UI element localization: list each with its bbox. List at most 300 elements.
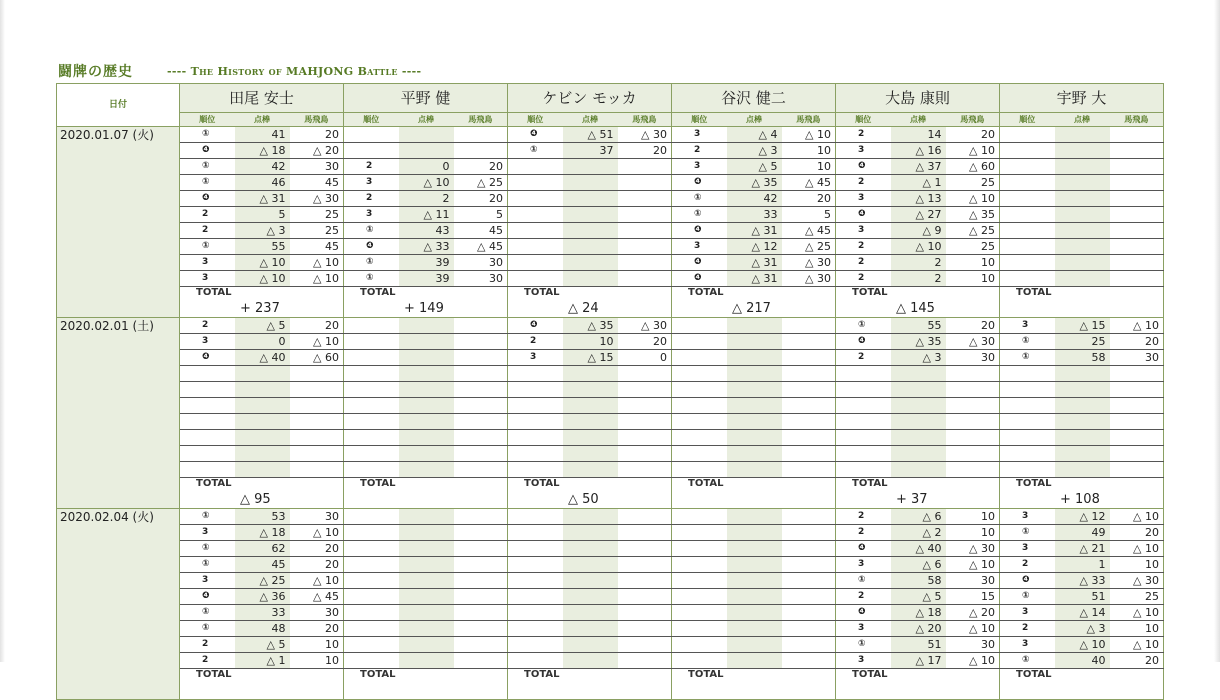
rank-cell: ①: [344, 223, 399, 239]
points-cell: △ 10: [235, 255, 290, 271]
rank-cell: [836, 382, 891, 398]
bonus-cell: △ 10: [1110, 541, 1164, 557]
bonus-cell: [454, 127, 508, 143]
bonus-cell: [946, 414, 1000, 430]
rank-cell: [508, 509, 563, 525]
bonus-cell: [782, 589, 836, 605]
bonus-cell: [618, 621, 672, 637]
points-cell: △ 31: [235, 191, 290, 207]
bonus-cell: △ 10: [946, 143, 1000, 159]
points-cell: [727, 382, 782, 398]
bonus-cell: [782, 557, 836, 573]
bonus-cell: △ 10: [1110, 637, 1164, 653]
player-name: 谷沢 健二: [672, 84, 836, 113]
bonus-cell: [454, 446, 508, 462]
bonus-cell: [290, 414, 344, 430]
player-name: 田尾 安士: [180, 84, 344, 113]
rank-cell: [836, 398, 891, 414]
player-name: 宇野 大: [1000, 84, 1164, 113]
bonus-cell: 30: [946, 637, 1000, 653]
rank-cell: [508, 541, 563, 557]
points-cell: [1055, 414, 1110, 430]
points-cell: 2: [891, 255, 946, 271]
total-label: TOTAL: [1000, 478, 1164, 493]
table-row: [57, 621, 1164, 637]
points-cell: △ 6: [891, 557, 946, 573]
bonus-cell: [618, 207, 672, 223]
points-cell: [235, 366, 290, 382]
rank-cell: [672, 525, 727, 541]
bonus-cell: [782, 446, 836, 462]
rank-cell: [672, 398, 727, 414]
bonus-cell: △ 30: [618, 127, 672, 143]
points-cell: [563, 430, 618, 446]
rank-cell: [672, 509, 727, 525]
bonus-cell: [454, 637, 508, 653]
rank-cell: ❹: [180, 350, 235, 366]
rank-cell: [344, 334, 399, 350]
points-cell: [1055, 191, 1110, 207]
rank-cell: 3: [508, 350, 563, 366]
bonus-cell: 15: [946, 589, 1000, 605]
points-cell: 46: [235, 175, 290, 191]
rank-cell: [508, 223, 563, 239]
bonus-cell: [1110, 223, 1164, 239]
rank-cell: [344, 605, 399, 621]
bonus-cell: [946, 446, 1000, 462]
points-cell: △ 5: [235, 318, 290, 334]
bonus-cell: △ 10: [1110, 318, 1164, 334]
bonus-cell: △ 10: [1110, 605, 1164, 621]
rank-cell: [508, 462, 563, 478]
rank-cell: 3: [836, 557, 891, 573]
bonus-cell: △ 30: [1110, 573, 1164, 589]
bonus-cell: [782, 366, 836, 382]
points-cell: [727, 446, 782, 462]
points-cell: [399, 446, 454, 462]
bonus-cell: 10: [946, 525, 1000, 541]
rank-cell: 2: [836, 127, 891, 143]
points-cell: [563, 637, 618, 653]
rank-cell: [672, 573, 727, 589]
total-label: TOTAL: [672, 478, 836, 493]
points-cell: [563, 446, 618, 462]
bonus-cell: [454, 509, 508, 525]
table-row: [57, 382, 1164, 398]
points-cell: [399, 350, 454, 366]
points-cell: [399, 143, 454, 159]
points-cell: △ 36: [235, 589, 290, 605]
points-cell: [399, 637, 454, 653]
bonus-cell: △ 10: [946, 621, 1000, 637]
player-name: 平野 健: [344, 84, 508, 113]
total-value: + 108: [1000, 492, 1164, 509]
total-label: TOTAL: [180, 669, 344, 684]
rank-cell: [180, 414, 235, 430]
points-cell: 10: [563, 334, 618, 350]
bonus-cell: [454, 318, 508, 334]
bonus-cell: 45: [290, 175, 344, 191]
score-table: [56, 83, 1164, 700]
rank-cell: 2: [836, 175, 891, 191]
bonus-cell: 30: [454, 271, 508, 287]
rank-cell: [508, 589, 563, 605]
rank-cell: [508, 637, 563, 653]
points-cell: [399, 430, 454, 446]
points-cell: △ 5: [891, 589, 946, 605]
table-row: [57, 446, 1164, 462]
bonus-cell: △ 45: [290, 589, 344, 605]
points-cell: [1055, 271, 1110, 287]
rank-cell: ①: [180, 541, 235, 557]
bonus-cell: △ 10: [290, 271, 344, 287]
rank-cell: [1000, 239, 1055, 255]
rank-cell: [344, 143, 399, 159]
session-date-text: 2020.02.04 (火): [60, 510, 154, 524]
points-cell: △ 40: [891, 541, 946, 557]
points-cell: △ 18: [235, 525, 290, 541]
rank-cell: [508, 430, 563, 446]
rank-cell: [508, 621, 563, 637]
table-row: [57, 414, 1164, 430]
points-cell: [891, 382, 946, 398]
bonus-cell: △ 30: [946, 541, 1000, 557]
total-value: [180, 683, 344, 700]
points-cell: [727, 430, 782, 446]
points-cell: [891, 446, 946, 462]
points-cell: 55: [891, 318, 946, 334]
title-row: [58, 61, 421, 81]
bonus-cell: [618, 509, 672, 525]
rank-cell: [836, 430, 891, 446]
bonus-cell: 30: [946, 350, 1000, 366]
rank-cell: ①: [180, 175, 235, 191]
rank-cell: [508, 653, 563, 669]
rank-cell: [508, 239, 563, 255]
total-value: △ 95: [180, 492, 344, 509]
rank-cell: [672, 621, 727, 637]
rank-cell: [344, 350, 399, 366]
points-cell: [399, 525, 454, 541]
rank-cell: [1000, 127, 1055, 143]
table-row: [57, 350, 1164, 366]
points-cell: [399, 398, 454, 414]
rank-cell: ❹: [836, 605, 891, 621]
total-value: [836, 683, 1000, 700]
document-subtitle: ---- The History of MAHJONG Battle ----: [167, 64, 422, 78]
rank-cell: [1000, 159, 1055, 175]
bonus-cell: 25: [290, 207, 344, 223]
rank-cell: [672, 350, 727, 366]
points-cell: [891, 366, 946, 382]
table-row: [57, 239, 1164, 255]
total-label: TOTAL: [344, 287, 508, 302]
bonus-cell: [946, 366, 1000, 382]
bonus-cell: 10: [782, 143, 836, 159]
rank-cell: ①: [836, 637, 891, 653]
session-date: [57, 318, 180, 509]
rank-cell: [508, 207, 563, 223]
rank-cell: [344, 127, 399, 143]
table-row: [57, 605, 1164, 621]
rank-cell: ①: [672, 207, 727, 223]
points-cell: [1055, 239, 1110, 255]
bonus-cell: [1110, 382, 1164, 398]
points-cell: [891, 398, 946, 414]
bonus-cell: [1110, 239, 1164, 255]
bonus-cell: [618, 191, 672, 207]
bonus-cell: △ 20: [946, 605, 1000, 621]
bonus-cell: [290, 382, 344, 398]
bonus-cell: △ 25: [454, 175, 508, 191]
rank-cell: 2: [180, 637, 235, 653]
rank-cell: [508, 573, 563, 589]
points-cell: [399, 653, 454, 669]
total-value: + 237: [180, 301, 344, 318]
rank-cell: 2: [836, 350, 891, 366]
bonus-cell: 0: [618, 350, 672, 366]
points-cell: [727, 557, 782, 573]
table-row: [57, 175, 1164, 191]
points-cell: △ 3: [235, 223, 290, 239]
points-cell: [399, 541, 454, 557]
bonus-cell: [618, 430, 672, 446]
total-value: [344, 492, 508, 509]
points-cell: [563, 239, 618, 255]
rank-cell: [672, 382, 727, 398]
rank-cell: 3: [180, 255, 235, 271]
bonus-cell: [290, 446, 344, 462]
points-cell: △ 14: [1055, 605, 1110, 621]
rank-cell: [344, 446, 399, 462]
points-cell: △ 51: [563, 127, 618, 143]
table-row: [57, 223, 1164, 239]
rank-cell: 3: [344, 207, 399, 223]
points-cell: [1055, 127, 1110, 143]
points-cell: [1055, 366, 1110, 382]
rank-cell: [344, 398, 399, 414]
points-cell: [1055, 143, 1110, 159]
sub-header-rank: 順位: [344, 113, 399, 127]
bonus-cell: [1110, 191, 1164, 207]
rank-cell: [1000, 382, 1055, 398]
rank-cell: 3: [836, 223, 891, 239]
points-cell: [399, 462, 454, 478]
points-cell: [235, 382, 290, 398]
points-cell: [1055, 159, 1110, 175]
points-cell: △ 17: [891, 653, 946, 669]
total-label: TOTAL: [508, 287, 672, 302]
rank-cell: [672, 366, 727, 382]
points-cell: [563, 541, 618, 557]
points-cell: [727, 350, 782, 366]
table-row: [57, 207, 1164, 223]
points-cell: [727, 366, 782, 382]
bonus-cell: △ 30: [946, 334, 1000, 350]
total-label: TOTAL: [672, 669, 836, 684]
rank-cell: [672, 653, 727, 669]
rank-cell: ❹: [508, 318, 563, 334]
rank-cell: [344, 430, 399, 446]
bonus-cell: [782, 605, 836, 621]
rank-cell: 3: [180, 525, 235, 541]
bonus-cell: [454, 525, 508, 541]
points-cell: [399, 605, 454, 621]
rank-cell: [344, 509, 399, 525]
rank-cell: ①: [344, 271, 399, 287]
bonus-cell: [782, 318, 836, 334]
points-cell: 2: [891, 271, 946, 287]
bonus-cell: [454, 573, 508, 589]
rank-cell: [836, 366, 891, 382]
points-cell: [563, 653, 618, 669]
bonus-cell: [454, 382, 508, 398]
bonus-cell: [618, 653, 672, 669]
points-cell: △ 31: [727, 223, 782, 239]
points-cell: [727, 509, 782, 525]
points-cell: △ 9: [891, 223, 946, 239]
total-label: TOTAL: [836, 669, 1000, 684]
bonus-cell: [618, 382, 672, 398]
points-cell: [1055, 223, 1110, 239]
rank-cell: [508, 191, 563, 207]
rank-cell: ❹: [180, 143, 235, 159]
bonus-cell: [1110, 159, 1164, 175]
sub-header-rank: 順位: [180, 113, 235, 127]
rank-cell: [344, 573, 399, 589]
total-label: TOTAL: [508, 478, 672, 493]
table-row: [57, 255, 1164, 271]
bonus-cell: △ 25: [946, 223, 1000, 239]
bonus-cell: [946, 462, 1000, 478]
points-cell: △ 3: [1055, 621, 1110, 637]
rank-cell: [344, 621, 399, 637]
rank-cell: [508, 414, 563, 430]
points-cell: △ 15: [1055, 318, 1110, 334]
rank-cell: [180, 430, 235, 446]
bonus-cell: [290, 462, 344, 478]
bonus-cell: △ 10: [290, 255, 344, 271]
rank-cell: 3: [1000, 541, 1055, 557]
bonus-cell: △ 45: [782, 223, 836, 239]
rank-cell: ❹: [1000, 573, 1055, 589]
bonus-cell: [782, 334, 836, 350]
sub-header-points: 点棒: [235, 113, 290, 127]
points-cell: [563, 175, 618, 191]
points-cell: [1055, 446, 1110, 462]
points-cell: [399, 589, 454, 605]
bonus-cell: [290, 398, 344, 414]
points-cell: [727, 637, 782, 653]
points-cell: △ 33: [1055, 573, 1110, 589]
bonus-cell: [454, 430, 508, 446]
session-date-text: 2020.02.01 (土): [60, 319, 154, 333]
points-cell: △ 6: [891, 509, 946, 525]
points-cell: [235, 430, 290, 446]
bonus-cell: △ 10: [290, 573, 344, 589]
bonus-cell: [454, 621, 508, 637]
bonus-cell: [618, 223, 672, 239]
total-value: △ 24: [508, 301, 672, 318]
points-cell: [727, 525, 782, 541]
sub-header-points: 点棒: [563, 113, 618, 127]
points-cell: 58: [891, 573, 946, 589]
rank-cell: 2: [672, 143, 727, 159]
points-cell: [563, 557, 618, 573]
bonus-cell: 20: [454, 191, 508, 207]
rank-cell: 2: [836, 525, 891, 541]
rank-cell: ❹: [180, 589, 235, 605]
rank-cell: 3: [180, 334, 235, 350]
rank-cell: [344, 653, 399, 669]
rank-cell: 2: [836, 589, 891, 605]
rank-cell: 3: [672, 127, 727, 143]
points-cell: [891, 462, 946, 478]
rank-cell: [1000, 398, 1055, 414]
rank-cell: [1000, 143, 1055, 159]
rank-cell: [344, 462, 399, 478]
bonus-cell: △ 35: [946, 207, 1000, 223]
points-cell: 39: [399, 271, 454, 287]
bonus-cell: [1110, 127, 1164, 143]
bonus-cell: 20: [946, 127, 1000, 143]
points-cell: [891, 430, 946, 446]
points-cell: 2: [399, 191, 454, 207]
total-value: [508, 683, 672, 700]
points-cell: [235, 398, 290, 414]
bonus-cell: 5: [782, 207, 836, 223]
bonus-cell: [782, 398, 836, 414]
points-cell: [235, 414, 290, 430]
bonus-cell: [454, 398, 508, 414]
rank-cell: ❹: [836, 334, 891, 350]
points-cell: 39: [399, 255, 454, 271]
rank-cell: [508, 398, 563, 414]
points-cell: [399, 334, 454, 350]
session-date: [57, 509, 180, 700]
rank-cell: ①: [180, 509, 235, 525]
points-cell: 40: [1055, 653, 1110, 669]
sub-header-bonus: 馬飛鳥: [782, 113, 836, 127]
points-cell: [563, 223, 618, 239]
total-label: TOTAL: [1000, 669, 1164, 684]
rank-cell: ❹: [836, 541, 891, 557]
points-cell: [727, 653, 782, 669]
bonus-cell: [1110, 414, 1164, 430]
bonus-cell: 10: [946, 271, 1000, 287]
rank-cell: [672, 541, 727, 557]
table-row: [57, 334, 1164, 350]
points-cell: 33: [235, 605, 290, 621]
table-row: [57, 541, 1164, 557]
bonus-cell: 20: [782, 191, 836, 207]
rank-cell: 3: [344, 175, 399, 191]
rank-cell: [344, 382, 399, 398]
points-cell: 58: [1055, 350, 1110, 366]
points-cell: 33: [727, 207, 782, 223]
bonus-cell: [618, 366, 672, 382]
bonus-cell: 25: [1110, 589, 1164, 605]
total-label: TOTAL: [344, 478, 508, 493]
bonus-cell: 20: [618, 334, 672, 350]
rank-cell: [672, 414, 727, 430]
bonus-cell: 30: [290, 509, 344, 525]
points-cell: [727, 573, 782, 589]
points-cell: [727, 621, 782, 637]
points-cell: [563, 462, 618, 478]
points-cell: △ 10: [891, 239, 946, 255]
rank-cell: ❹: [672, 271, 727, 287]
